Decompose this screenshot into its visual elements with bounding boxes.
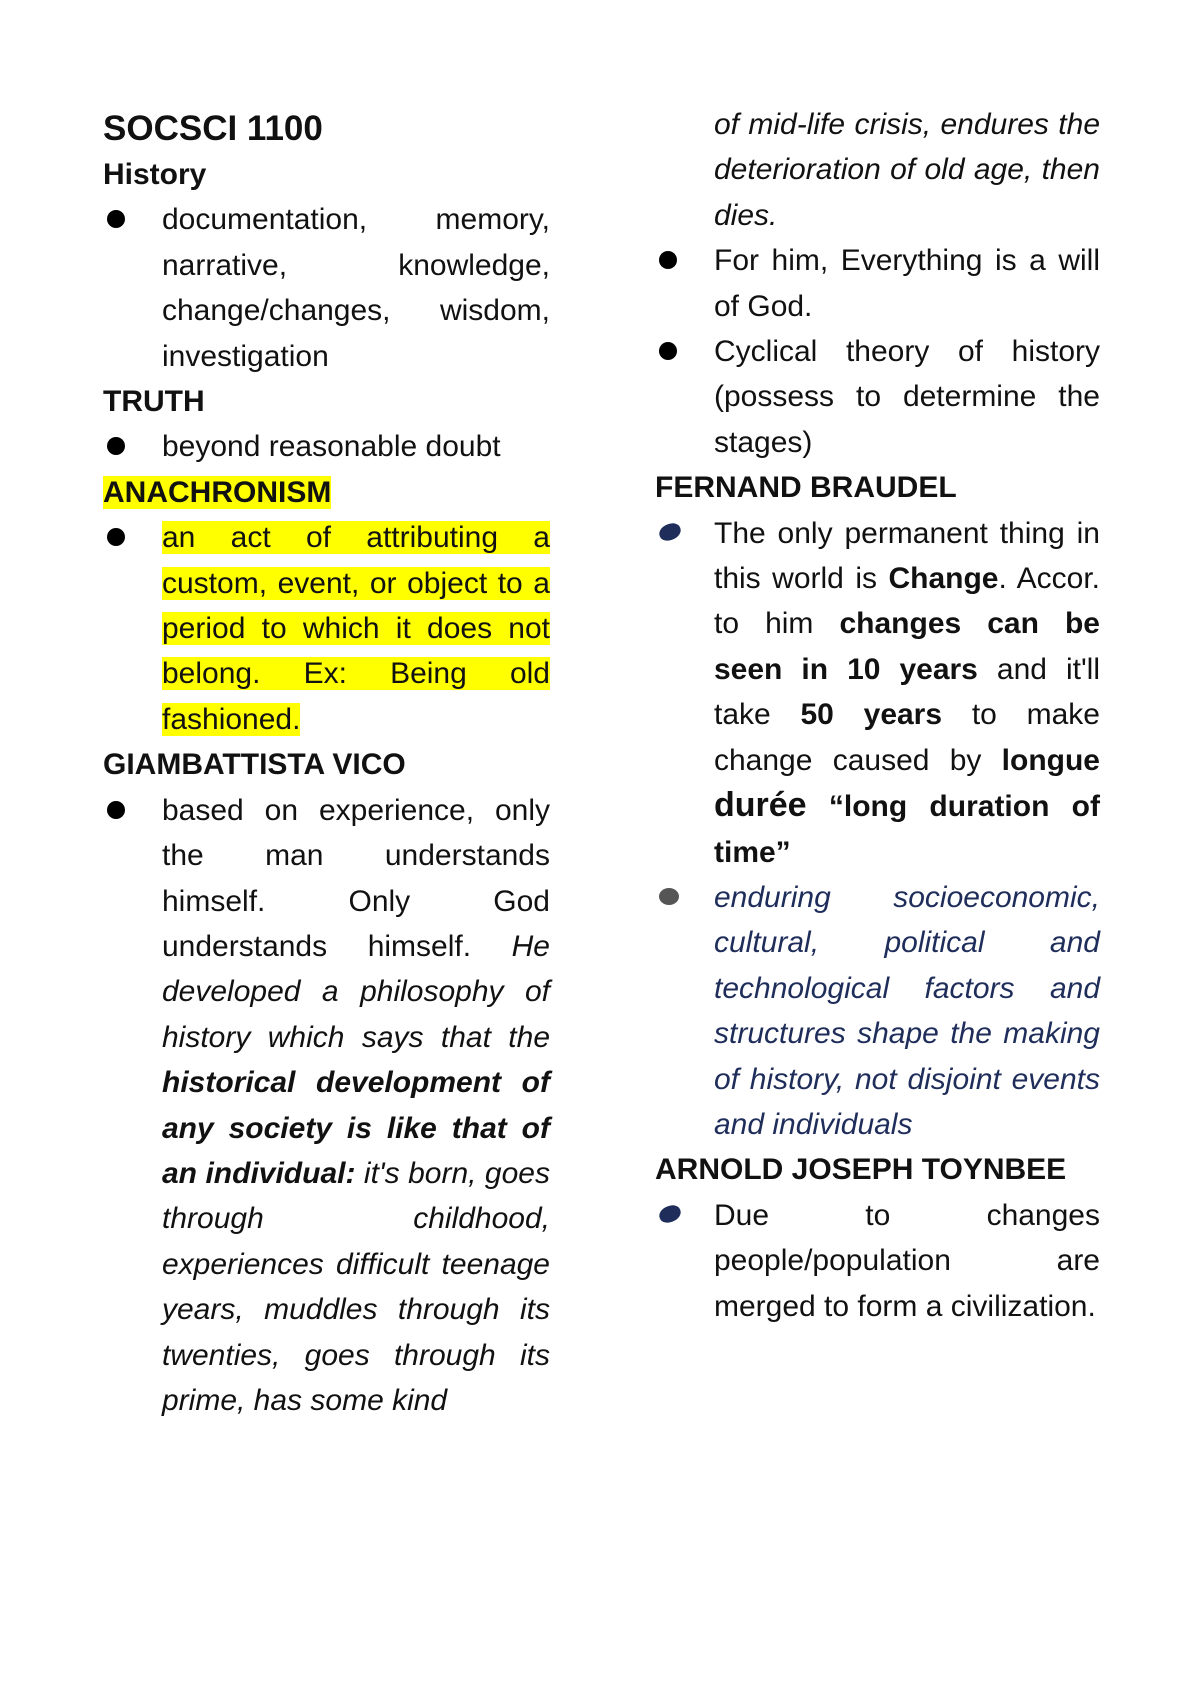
anachronism-list	[103, 515, 550, 742]
anachronism-heading	[103, 470, 550, 515]
vico-item-plain: based on experience, only the man understands himself. Only God understands himself.	[162, 793, 550, 963]
right-column	[655, 102, 1100, 1329]
bullet-icon	[107, 437, 125, 455]
braudel-bold-50-years: 50 years	[800, 698, 943, 732]
braudel-heading: FERNAND BRAUDEL	[655, 471, 957, 505]
truth-list	[103, 424, 550, 469]
bullet-icon	[107, 528, 125, 546]
anachronism-item-text: an act of attributing a custom, event, or object to a period to which it does not belong. Ex: Being old fashioned.	[162, 521, 550, 736]
list-item	[655, 238, 1100, 329]
bullet-icon	[659, 251, 677, 269]
page-title: SOCSCI 1100	[103, 109, 323, 148]
list-item	[655, 1193, 1100, 1329]
bullet-icon	[657, 520, 683, 543]
braudel-bold-10-years: changes can be seen in 10 years	[714, 607, 1100, 686]
truth-item-text: beyond reasonable doubt	[162, 430, 501, 464]
braudel-text-2: . Accor. to him	[714, 562, 1100, 641]
bullet-icon	[107, 210, 125, 228]
braudel-bold-change: Change	[888, 562, 999, 596]
vico-item-2-text: For him, Everything is a will of God.	[714, 244, 1100, 323]
braudel-bold-long-duration: “long duration of time”	[714, 790, 1100, 869]
vico-item-3-text: Cyclical theory of history (possess to determine the stages)	[714, 335, 1100, 459]
braudel-big-duree: durée	[714, 786, 807, 825]
truth-heading: TRUTH	[103, 385, 205, 419]
braudel-text-1: The only permanent thing in this world is	[714, 516, 1100, 596]
bullet-icon	[659, 888, 679, 905]
list-item	[103, 515, 550, 742]
toynbee-item-text: Due to changes people/population are merged to form a civilization.	[714, 1198, 1100, 1323]
braudel-bold-longue: longue	[1001, 743, 1100, 777]
vico-continued	[655, 102, 1100, 238]
vico-continued-text: of mid-life crisis, endures the deterioration of old age, then dies.	[714, 108, 1100, 232]
braudel-item-2-text: enduring socioeconomic, cultural, political and technological factors and structures shape the making of history, not disjoint events and individuals	[714, 880, 1100, 1141]
list-item	[655, 875, 1100, 1147]
bullet-icon	[107, 801, 125, 819]
vico-heading: GIAMBATTISTA VICO	[103, 748, 406, 782]
history-item-text: documentation, memory, narrative, knowledge, change/changes, wisdom, investigation	[162, 203, 550, 373]
braudel-list	[655, 511, 1100, 1148]
history-heading: History	[103, 158, 207, 191]
list-item	[103, 197, 550, 379]
braudel-text-4: to make change caused by	[714, 698, 1100, 777]
vico-list	[103, 788, 550, 1424]
vico-list-continued	[655, 238, 1100, 465]
list-item	[655, 329, 1100, 465]
list-item	[103, 424, 550, 469]
list-item	[655, 511, 1100, 875]
bullet-icon	[657, 1202, 683, 1225]
history-list	[103, 197, 550, 379]
vico-item-italic-2: it's born, goes through childhood, experiences difficult teenage years, muddles through its twenties, goes through its prime, has some kind	[162, 1156, 550, 1417]
toynbee-heading: ARNOLD JOSEPH TOYNBEE	[655, 1153, 1067, 1187]
toynbee-list	[655, 1193, 1100, 1329]
list-item	[103, 788, 550, 1424]
vico-item-italic-1: He developed a philosophy of history which says that the	[162, 929, 550, 1054]
vico-item-bold-italic: historical development of any society is like that of an individual:	[162, 1066, 550, 1190]
bullet-icon	[659, 342, 677, 360]
anachronism-heading-text: ANACHRONISM	[103, 475, 332, 509]
braudel-text-3: and it'll take	[714, 652, 1101, 732]
left-column	[103, 106, 550, 1423]
